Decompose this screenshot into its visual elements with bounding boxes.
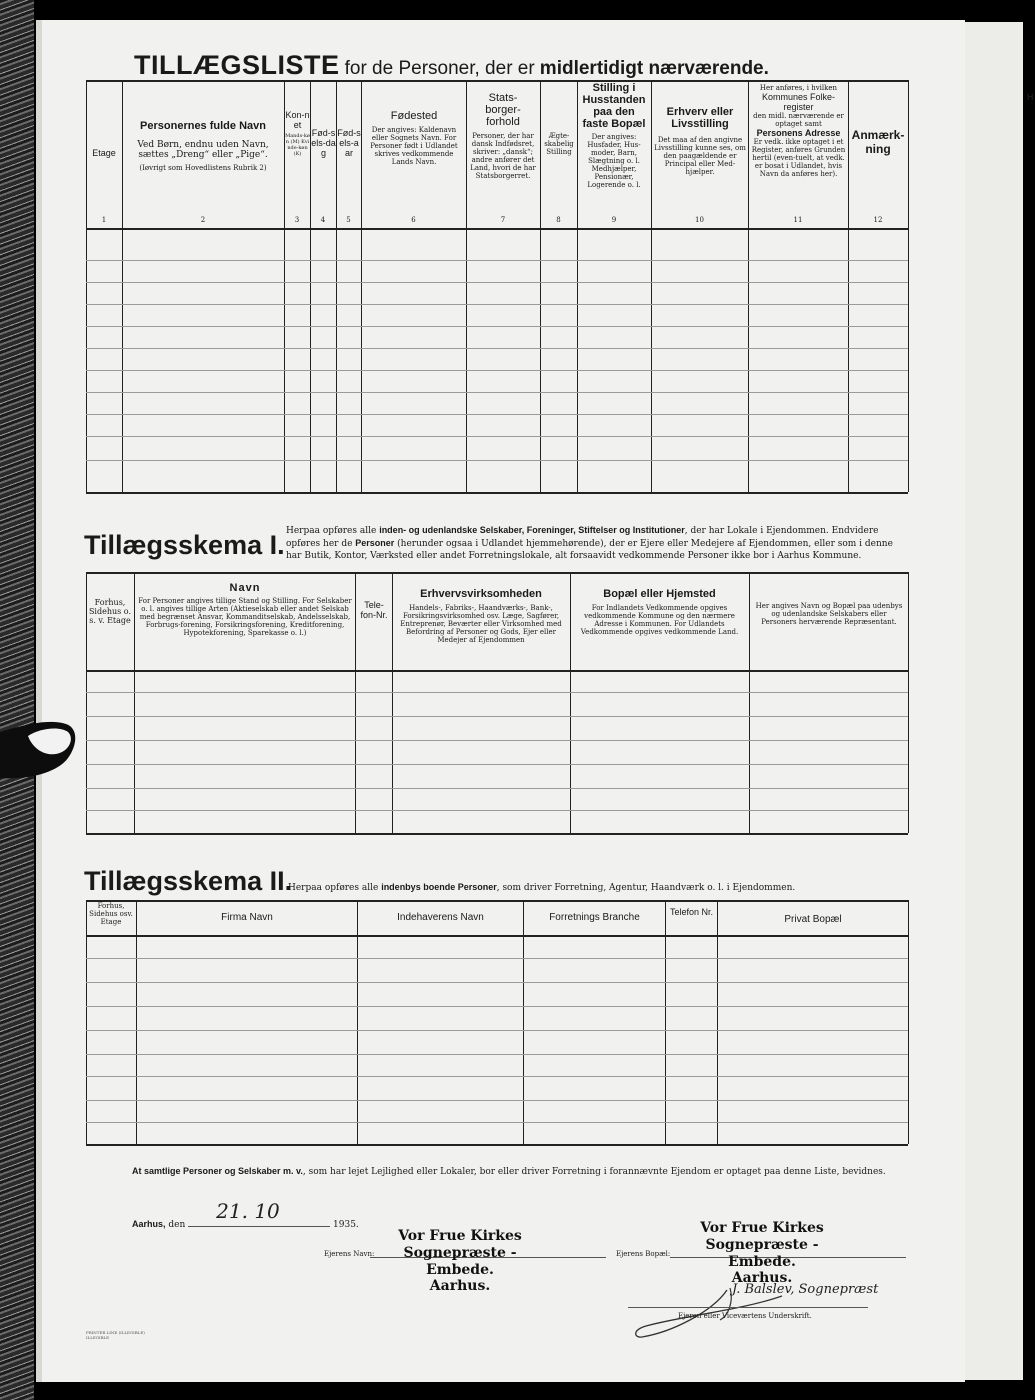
schema1-intro-segment: , der har Lokale i Ejendommen. Endvidere opføres her de (286, 526, 879, 550)
owner-name-label: Ejerens Navn: (324, 1250, 375, 1258)
col-header-name: Personernes fulde Navn Ved Børn, endnu uden Navn, sættes „Dreng“ eller „Pige“. (Iøvrigt som Hovedlistens Rubrik 2) (137, 120, 269, 172)
col-header-koen: Kon-net Mands-køn (M) Kvinde-køn (K) (285, 110, 310, 157)
schema2-intro: Herpaa opføres alle indenbys boende Personer, som driver Forretning, Agentur, Haandværk o. l. i Ejendommen. (288, 882, 796, 893)
s2-col-telefon: Telefon Nr. (669, 907, 714, 917)
schema1-intro-segment: Herpaa opføres alle (286, 526, 380, 536)
title-main: TILLÆGSLISTE (134, 50, 340, 80)
col-header-stilling: Stilling i Husstanden paa den faste Bopæl Der angives: Husfader, Hus-moder, Barn, Slægtning o. l. Medhjælper, Pensionær, Logerende o. l. (582, 82, 646, 189)
s1-col-telefon: Tele-fon-Nr. (360, 600, 388, 620)
stamp-owner-name: Vor Frue Kirkes Sognepræste - Embede. Aarhus. (398, 1228, 522, 1295)
s1-col-repraesentant: Her angives Navn og Bopæl paa udenbys og udenlandske Selskabers eller Personers herværende Repræsentant. (755, 602, 903, 626)
s1-col-navn: Navn For Personer angives tillige Stand og Stilling. For Selskaber o. l. angives tillige Arten (Aktieselskab eller andet Selskab med begrænset Ansvar, Kommanditselskab, Andelsselskab, Forbrugs-forening, Forsikringsforening, Kreditforening, Hypotekforening, Sparekasse o. l.) (138, 582, 352, 637)
s2-col-indehaver: Indehaverens Navn (397, 912, 484, 923)
signature: J. Balslev, Sognepræst (732, 1282, 879, 1297)
form-page: TILLÆGSLISTE for de Personer, der er midlertidigt nærværende. Etage Personernes fulde Navn Ved Børn, endnu uden Navn, sættes „Dreng“ eller „Pige“. (Iøvrigt som Hovedlistens Rubrik 2) Kon-net Mands-køn (M) Kvinde-køn (K) Fød-sels-dag Fød-sels-aar Fødested Der angives: Kaldenavn eller Sognets Navn. For Personer født i Udlandet skrives vedkommende Lands Navn. Stats-borger-forhold Personer, der har dansk Indfødsret, skriver: „dansk“; andre anfører det Land, hvori de har Statsborgerret. Ægte-skabelig Stilling Stilling i Husstanden paa den faste Bopæl Der angives: Husfader, Hus-moder, Barn, Slægtning o. l. Medhjælper, Pensionær, Logerende o. l. Erhverv eller Livsstilling Det maa af den angivne Livsstilling kunne ses, om den paagældende er Principal eller Med-hjælper. Her anføres, i hvilken Kommunes Folke-register den midl. nærværende er optaget samt Personens Adresse Er vedk. ikke optaget i et Register, anføres Grunden hertil (even-tuelt, at vedk. er bosat i Udlandet, hvis Navn da anføres her). Anmærk-ning 1 2 3 4 5 6 7 8 9 10 11 12 Tillægsskema I. Herpaa opføres alle inden- og udenlandske Selskaber, Foreninger, Stiftelser og Institutioner, der har Lokale i Ejendommen. Endvidere opføres her de Personer (herunder ogsaa i Udlandet hjemmehørende), der er Ejere eller Medejere af Ejendommen, eller som i denne har Butik, Kontor, Værksted eller andet Forretningslokale, alt forsaavidt vedkommende Personer ikke bor i Aarhus Kommune. Forhus, Sidehus o. s. v. Etage Navn For Personer angives tillige Stand og Stilling. For Selskaber o. l. angives tillige Arten (Aktieselskab eller andet Selskab med begrænset Ansvar, Kommanditselskab, Andelsselskab, Forbrugs-forening, Forsikringsforening, Kreditforening, Hypotekforening, Sparekasse o. l.) Tele-fon-Nr. Erhvervsvirksomheden Handels-, Fabriks-, Haandværks-, Bank-, Forsikringsvirksomhed osv. Læge, Sagfører, Entreprenør, Beværter eller Virksomhed med Befordring af Personer og Gods, Ejer eller Medejer af Ejendommen Bopæl eller Hjemsted For Indlandets Vedkommende opgives vedkommende Kommune og den nærmere Adresse i Kommunen. For Udlandets Vedkommende opgives vedkommende Land. Her angives Navn og Bopæl paa udenbys og udenlandske Selskabers eller Personers herværende Repræsentant. Tillægsskema II. Herpaa opføres alle indenbys boende Personer, som driver Forretning, Agentur, Haandværk o. l. i Ejendommen. Forhus, Sidehus osv. Etage Firma Navn Indehaverens Navn Forretnings Branche Telefon Nr. Privat Bopæl At samtlige Personer og Selskaber m. v., som har lejet Lejlighed eller Lokaler, bor eller driver Forretning i forannævnte Ejendom er optaget paa denne Liste, bevidnes. Aarhus, den 21. 10 1935. Ejerens Navn: Vor Frue Kirkes Sognepræste - Embede. Aarhus. Ejerens Bopæl: Vor Frue Kirkes Sognepræste - Embede. Aarhus. J. Balslev, Sognepræst Ejeren eller Viceværtens Underskrift. PRINTER LINE (ILLEGIBLE) ILLEGIBLE (36, 20, 965, 1382)
printer-mark: PRINTER LINE (ILLEGIBLE) ILLEGIBLE (86, 1330, 145, 1341)
s2-col-bopael: Privat Bopæl (784, 914, 842, 925)
s1-col-erhverv: Erhvervsvirksomheden Handels-, Fabriks-, Haandværks-, Bank-, Forsikringsvirksomhed osv. Læge, Sagfører, Entreprenør, Beværter eller Virksomhed med Befordring af Personer og Gods, Ejer eller Medejer af Ejendommen (400, 588, 562, 644)
signature-label: Ejeren eller Viceværtens Underskrift. (678, 1312, 812, 1320)
next-page-edge: H (963, 22, 1023, 1380)
col-header-erhverv: Erhverv eller Livsstilling Det maa af den angivne Livsstilling kunne ses, om den paagældende er Principal eller Med-hjælper. (654, 106, 746, 176)
schema1-intro-segment: (herunder ogsaa i Udlandet hjemmehørende), der er Ejere eller Medejere af Ejendommen, eller som i denne har Butik, Kontor, Værksted eller andet Forretningslokale, alt forsaavidt vedkommende Personer ikke bor i Aarhus Kommune. (286, 539, 893, 562)
s2-col-etage: Forhus, Sidehus osv. Etage (89, 902, 133, 926)
col-header-statsborger: Stats-borger-forhold Personer, der har dansk Indfødsret, skriver: „dansk“; andre anfører det Land, hvori de har Statsborgerret. (470, 92, 536, 180)
col-header-folkeregister: Her anføres, i hvilken Kommunes Folke-register den midl. nærværende er optaget samt Personens Adresse Er vedk. ikke optaget i et Register, anføres Grunden hertil (even-tuelt, at vedk. er bosat i Udlandet, hvis Navn da anføres her). (751, 84, 846, 178)
date-line: Aarhus, den 21. 10 1935. (132, 1199, 359, 1230)
page-title (134, 50, 769, 81)
binder-clip (0, 718, 78, 782)
title-rest: for de Personer, der er (344, 58, 535, 79)
col-header-foedested: Fødested Der angives: Kaldenavn eller Sognets Navn. For Personer født i Udlandet skrives vedkommende Lands Navn. (370, 110, 458, 166)
owner-address-label: Ejerens Bopæl: (616, 1250, 671, 1258)
s2-col-branche: Forretnings Branche (549, 912, 640, 923)
book-binding (0, 0, 34, 1400)
schema1-heading: Tillægsskema I. (84, 530, 285, 560)
schema2-heading: Tillægsskema II. (84, 866, 293, 896)
title-bold: midlertidigt nærværende. (539, 58, 769, 79)
schema1-intro-segment: Personer (355, 538, 395, 549)
declaration-text: At samtlige Personer og Selskaber m. v., som har lejet Lejlighed eller Lokaler, bor eller driver Forretning i forannævnte Ejendom er optaget paa denne Liste, bevidnes. (132, 1166, 886, 1177)
s2-col-firma: Firma Navn (221, 912, 273, 923)
schema1-intro (286, 524, 908, 562)
schema1-intro-segment: inden- og udenlandske Selskaber, Foreninger, Stiftelser og Institutioner (379, 525, 685, 535)
col-header-anmaerkning: Anmærk-ning (851, 128, 905, 156)
s1-col-bopael: Bopæl eller Hjemsted For Indlandets Vedkommende opgives vedkommende Kommune og den nærmere Adresse i Kommunen. For Udlandets Vedkommende opgives vedkommende Land. (580, 588, 739, 636)
handwritten-date: 21. 10 (216, 1199, 280, 1223)
col-header-aegteskab: Ægte-skabelig Stilling (544, 132, 574, 156)
s1-col-etage: Forhus, Sidehus o. s. v. Etage (88, 598, 132, 625)
col-header-foedselsdag: Fød-sels-dag (311, 128, 336, 158)
col-header-etage: Etage (92, 148, 116, 158)
stamp-owner-address: Vor Frue Kirkes Sognepræste - Embede. Aarhus. (700, 1220, 824, 1287)
col-header-foedselsaar: Fød-sels-aar (337, 128, 361, 158)
